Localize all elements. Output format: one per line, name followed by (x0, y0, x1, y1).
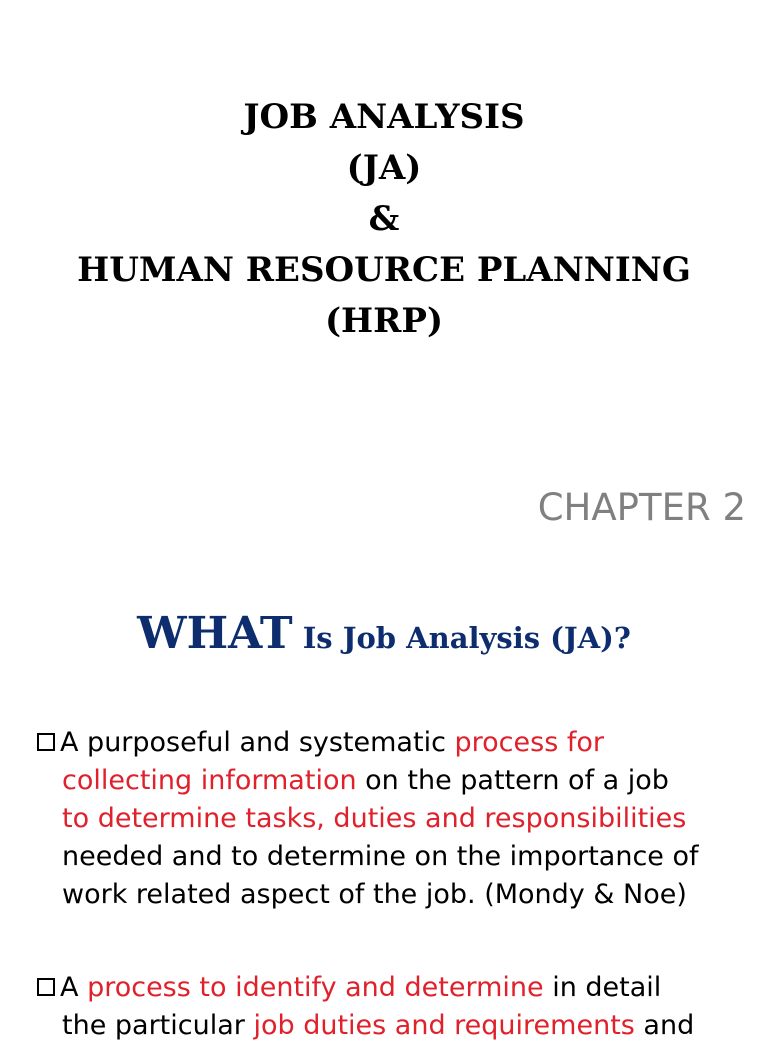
highlight-text: process to identify and determine (87, 972, 544, 1003)
title-line-ja: (JA) (346, 148, 422, 188)
bullet-definition-1 (37, 724, 737, 914)
bullet-definition-2 (37, 969, 737, 1045)
title-line-ampersand: & (368, 199, 400, 239)
bullet-line: the particular job duties and requirements and (62, 1010, 695, 1041)
section-heading (0, 608, 768, 659)
bullet-line: A purposeful and systematic process for (37, 724, 737, 762)
checkbox-bullet-icon (37, 978, 55, 996)
title-line-job-analysis: JOB ANALYSIS (243, 97, 525, 137)
section-heading-emphasis: WHAT (137, 608, 293, 659)
highlight-text: to determine tasks, duties and responsibilities (62, 803, 687, 834)
chapter-label: CHAPTER 2 (537, 486, 746, 529)
highlight-text: process for (454, 727, 604, 758)
slide-title (0, 92, 768, 347)
bullet-line: needed and to determine on the importance of (62, 841, 699, 872)
title-line-hrp: (HRP) (324, 301, 444, 341)
checkbox-bullet-icon (37, 733, 55, 751)
title-line-hrp-full: HUMAN RESOURCE PLANNING (77, 250, 691, 290)
highlight-text: collecting information (62, 765, 357, 796)
bullet-line: work related aspect of the job. (Mondy & Noe) (62, 879, 687, 910)
bullet-line: A process to identify and determine in detail (37, 969, 737, 1007)
highlight-text: job duties and requirements (253, 1010, 635, 1041)
bullet-line: collecting information on the pattern of a job (62, 765, 669, 796)
section-heading-rest: Is Job Analysis (JA)? (292, 621, 631, 655)
